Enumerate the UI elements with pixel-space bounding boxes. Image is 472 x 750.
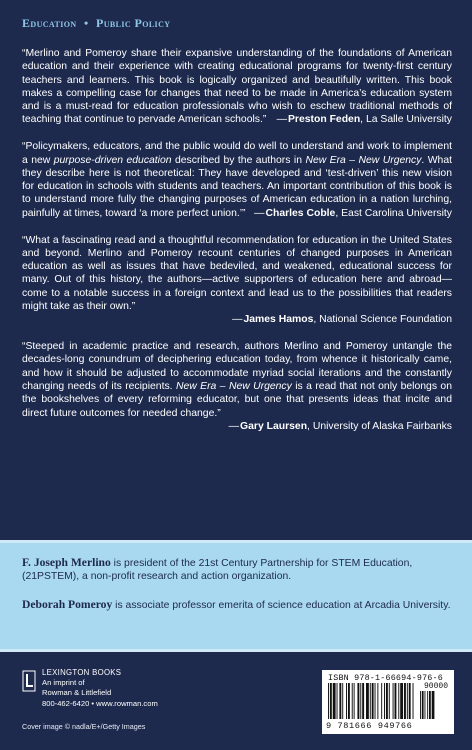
isbn-barcode (322, 670, 454, 734)
endorsement-attribution: —James Hamos, National Science Foundation (232, 314, 452, 326)
author-name: Deborah Pomeroy (22, 597, 113, 611)
isbn-text: ISBN 978-1-66694-976-6 (328, 673, 443, 683)
publisher-imprint: An imprint of (42, 678, 85, 688)
author-bios (22, 556, 452, 626)
author-bio-pomeroy: Deborah Pomeroy is associate professor emerita of science education at Arcadia University. (22, 597, 451, 611)
category-public-policy: Public Policy (96, 16, 171, 30)
category-label (22, 16, 170, 31)
author-bio-merlino: F. Joseph Merlino is president of the 21st Century Partnership for STEM Education, (21PSTEM), a non-profit research and action organization. (22, 556, 413, 583)
price-code: 90000 (423, 682, 448, 691)
endorsement-attribution: —Preston Feden, La Salle University (276, 114, 452, 126)
publisher-name: LEXINGTON BOOKS (42, 668, 122, 677)
author-name: F. Joseph Merlino (22, 556, 111, 569)
endorsement-4: “Steeped in academic practice and research, authors Merlino and Pomeroy untangle the decades-long conundrum of deciphering education today, from whence it historically came, and how it should be adjusted to accommodate myriad social iterations and the constantly changing needs of its recipients. New Era – New Urgency is a read that not only belongs on the bookshelves of every reforming educator, but one that presents ideas that incite and direct future outcomes for needed change.” —Gary Laursen, University of Alaska Fairbanks (22, 341, 452, 432)
barcode-digits: 9 781666 949766 (326, 721, 413, 731)
endorsement-attribution: —Gary Laursen, University of Alaska Fairbanks (228, 420, 452, 432)
publisher-text (42, 668, 192, 709)
endorsement-1: “Merlino and Pomeroy share their expansive understanding of the foundations of American education and their experience with creating educational programs for twenty-first century teachers and learners. This book is logically organized and beautifully written. This book makes a compelling case for changes that need to be made in America’s education system and is a must-read for education professionals who wish to eschew traditional methods of teaching that continue to pervade American schools.” —Preston Feden, La Salle University (22, 48, 452, 126)
cover-image-credit: Cover image © nadla/E+/Getty Images (22, 722, 146, 731)
category-separator: • (83, 16, 89, 30)
endorsement-2: “Policymakers, educators, and the public would do well to understand and work to implement a new purpose-driven education described by the authors in New Era – New Urgency. What they describe here is not theoretical: They have developed and ‘test-driven’ this new vision for education in schools with students and teachers. An important contribution of this book is to understand more fully the changing purposes of American education in a nation lurching, painfully at times, toward ‘a more perfect union.’” —Charles Coble, East Carolina University (22, 141, 453, 219)
author-bios-band (0, 540, 472, 652)
barcode-bars (328, 683, 448, 721)
category-education: Education (22, 16, 77, 30)
endorsements (22, 47, 452, 447)
endorsement-3: “What a fascinating read and a thoughtful recommendation for education in the United States and beyond. Merlino and Pomeroy recount centuries of changed purposes in American education as well as issues that have bedeviled, and weakened, educational success for many. Out of this history, the authors—active supporters of education here and abroad—come to a notable success in a foreign context and lead us to the possibilities that readers might take as their own.” —James Hamos, National Science Foundation (22, 234, 452, 326)
endorsement-attribution: —Charles Coble, East Carolina University (254, 207, 452, 219)
lexington-logo-icon (22, 670, 36, 692)
publisher-contact: 800-462-6420 • www.rowman.com (42, 698, 158, 708)
publisher-parent: Rowman & Littlefield (42, 688, 112, 698)
